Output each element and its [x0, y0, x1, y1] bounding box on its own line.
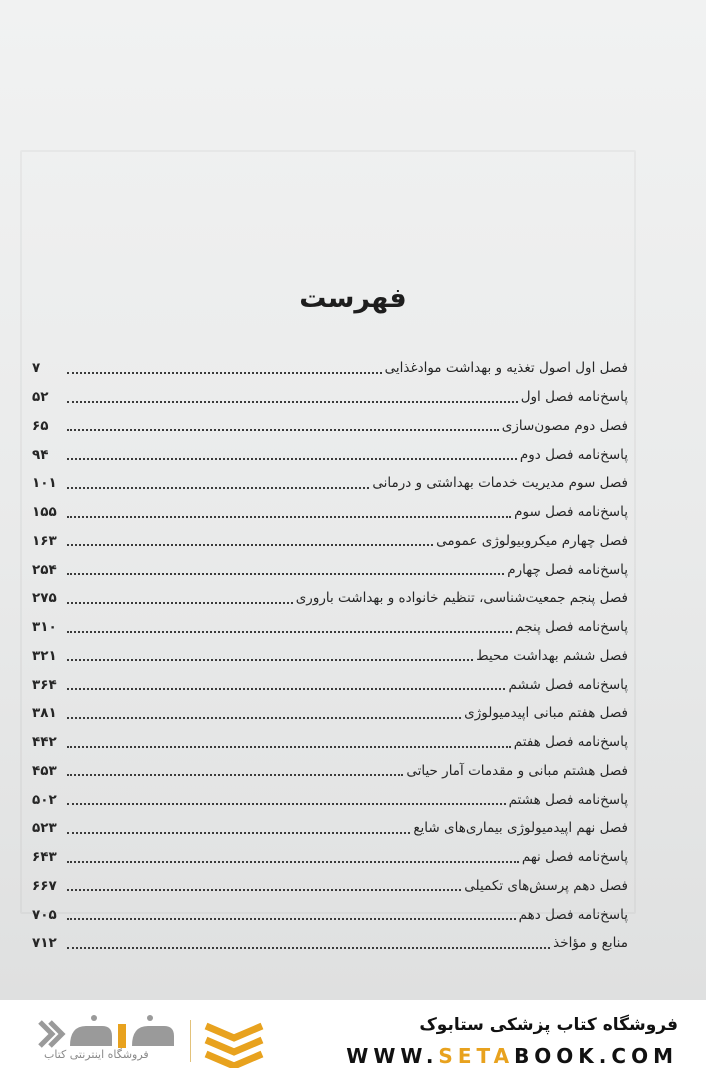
toc-entry-title: منابع و مؤاخذ — [553, 935, 628, 952]
toc-entry — [32, 725, 628, 754]
toc-entry-page: ۵۲ — [32, 389, 49, 405]
toc-entry-page: ۴۵۳ — [32, 762, 57, 779]
toc-entry-page: ۶۵ — [32, 417, 49, 434]
toc-entry — [32, 811, 628, 840]
store-footer — [0, 1000, 706, 1080]
toc-entry — [32, 926, 628, 955]
toc-entry — [32, 437, 628, 466]
toc-entry — [32, 897, 628, 926]
dot-leader — [67, 918, 516, 920]
toc-entry — [32, 754, 628, 783]
toc-entry-title: فصل نهم اپیدمیولوژی بیماری‌های شایع — [413, 820, 628, 837]
dot-leader — [67, 861, 519, 863]
toc-entry — [32, 869, 628, 898]
toc-entry-title: پاسخ‌نامه فصل پنجم — [515, 619, 628, 635]
toc-entry-title: پاسخ‌نامه فصل نهم — [521, 849, 628, 865]
toc-entry — [32, 639, 628, 668]
toc-entry-title: پاسخ‌نامه فصل دوم — [519, 446, 628, 463]
dot-leader — [67, 774, 403, 776]
toc-entry-title: فصل هشتم مبانی و مقدمات آمار حیاتی — [406, 762, 628, 779]
footer-divider — [190, 1020, 191, 1062]
dot-leader — [67, 659, 473, 661]
toc-entry-page: ۳۶۴ — [32, 676, 57, 693]
dot-leader — [67, 688, 505, 690]
dot-leader — [67, 631, 512, 633]
table-of-contents — [32, 351, 628, 955]
toc-entry — [32, 524, 628, 553]
toc-entry-title: پاسخ‌نامه فصل سوم — [514, 504, 628, 520]
dot-leader — [67, 889, 461, 891]
toc-entry-title: فصل هفتم مبانی اپیدمیولوژی — [464, 705, 628, 722]
dot-leader — [67, 717, 461, 719]
toc-entry-page: ۷۱۲ — [32, 935, 57, 952]
store-url[interactable] — [346, 1044, 678, 1068]
dot-leader — [67, 429, 499, 431]
toc-entry — [32, 351, 628, 380]
dot-leader — [67, 544, 433, 546]
toc-entry-page: ۳۸۱ — [32, 705, 57, 722]
setabook-logo-wordmark — [32, 1012, 182, 1070]
toc-entry-title: پاسخ‌نامه فصل هشتم — [508, 791, 628, 808]
toc-entry — [32, 782, 628, 811]
url-accent: SETA — [438, 1044, 515, 1068]
toc-entry — [32, 466, 628, 495]
book-stack-icon — [200, 1016, 268, 1068]
dot-leader — [67, 602, 293, 604]
toc-entry-page: ۶۶۷ — [32, 877, 57, 894]
toc-entry-page: ۱۰۱ — [32, 475, 57, 492]
dot-leader — [67, 573, 504, 575]
toc-entry-page: ۹۴ — [32, 446, 49, 463]
toc-entry-title: پاسخ‌نامه فصل چهارم — [507, 561, 628, 578]
toc-entry-title: فصل اول اصول تغذیه و بهداشت موادغذایی — [384, 360, 628, 377]
logo-subtitle: فروشگاه اینترنتی کتاب — [44, 1048, 149, 1061]
toc-entry-page: ۱۵۵ — [32, 504, 57, 520]
toc-entry — [32, 409, 628, 438]
toc-entry-page: ۳۲۱ — [32, 647, 57, 664]
toc-entry-title: فصل سوم مدیریت خدمات بهداشتی و درمانی — [372, 475, 628, 492]
page-title: فهرست — [299, 283, 407, 314]
dot-leader — [67, 746, 511, 748]
toc-entry — [32, 610, 628, 639]
dot-leader — [67, 458, 517, 460]
dot-leader — [67, 803, 506, 805]
toc-entry-page: ۲۵۴ — [32, 561, 57, 578]
toc-entry-page: ۲۷۵ — [32, 590, 57, 607]
url-prefix: WWW. — [346, 1044, 439, 1068]
dot-leader — [67, 401, 518, 403]
toc-entry-title: فصل پنجم جمعیت‌شناسی، تنظیم خانواده و بهداشت باروری — [295, 590, 628, 607]
toc-entry-page: ۷ — [32, 360, 41, 377]
toc-entry — [32, 840, 628, 869]
toc-entry-page: ۵۲۳ — [32, 820, 57, 837]
toc-entry — [32, 667, 628, 696]
toc-entry — [32, 552, 628, 581]
toc-entry-page: ۴۴۲ — [32, 734, 57, 750]
url-suffix: BOOK.COM — [514, 1044, 678, 1068]
dot-leader — [67, 947, 550, 949]
store-name: فروشگاه کتاب پزشکی ستابوک — [419, 1015, 678, 1035]
toc-entry-page: ۶۴۳ — [32, 849, 57, 865]
dot-leader — [67, 372, 382, 374]
toc-entry-page: ۵۰۲ — [32, 791, 57, 808]
toc-entry-title: فصل ششم بهداشت محیط — [476, 647, 628, 664]
toc-entry-title: پاسخ‌نامه فصل ششم — [508, 676, 628, 693]
toc-entry — [32, 495, 628, 524]
dot-leader — [67, 487, 369, 489]
toc-entry-title: پاسخ‌نامه فصل اول — [520, 389, 628, 405]
toc-entry-title: فصل دوم مصون‌سازی — [501, 417, 628, 434]
dot-leader — [67, 832, 410, 834]
toc-entry-title: پاسخ‌نامه فصل هفتم — [513, 734, 628, 750]
toc-entry — [32, 380, 628, 409]
dot-leader — [67, 516, 511, 518]
toc-entry — [32, 581, 628, 610]
toc-entry-title: فصل چهارم میکروبیولوژی عمومی — [436, 532, 628, 549]
toc-entry-title: فصل دهم پرسش‌های تکمیلی — [464, 877, 628, 894]
toc-entry-page: ۳۱۰ — [32, 619, 57, 635]
toc-entry-title: پاسخ‌نامه فصل دهم — [518, 906, 628, 923]
toc-entry — [32, 696, 628, 725]
toc-entry-page: ۷۰۵ — [32, 906, 57, 923]
toc-entry-page: ۱۶۳ — [32, 532, 57, 549]
